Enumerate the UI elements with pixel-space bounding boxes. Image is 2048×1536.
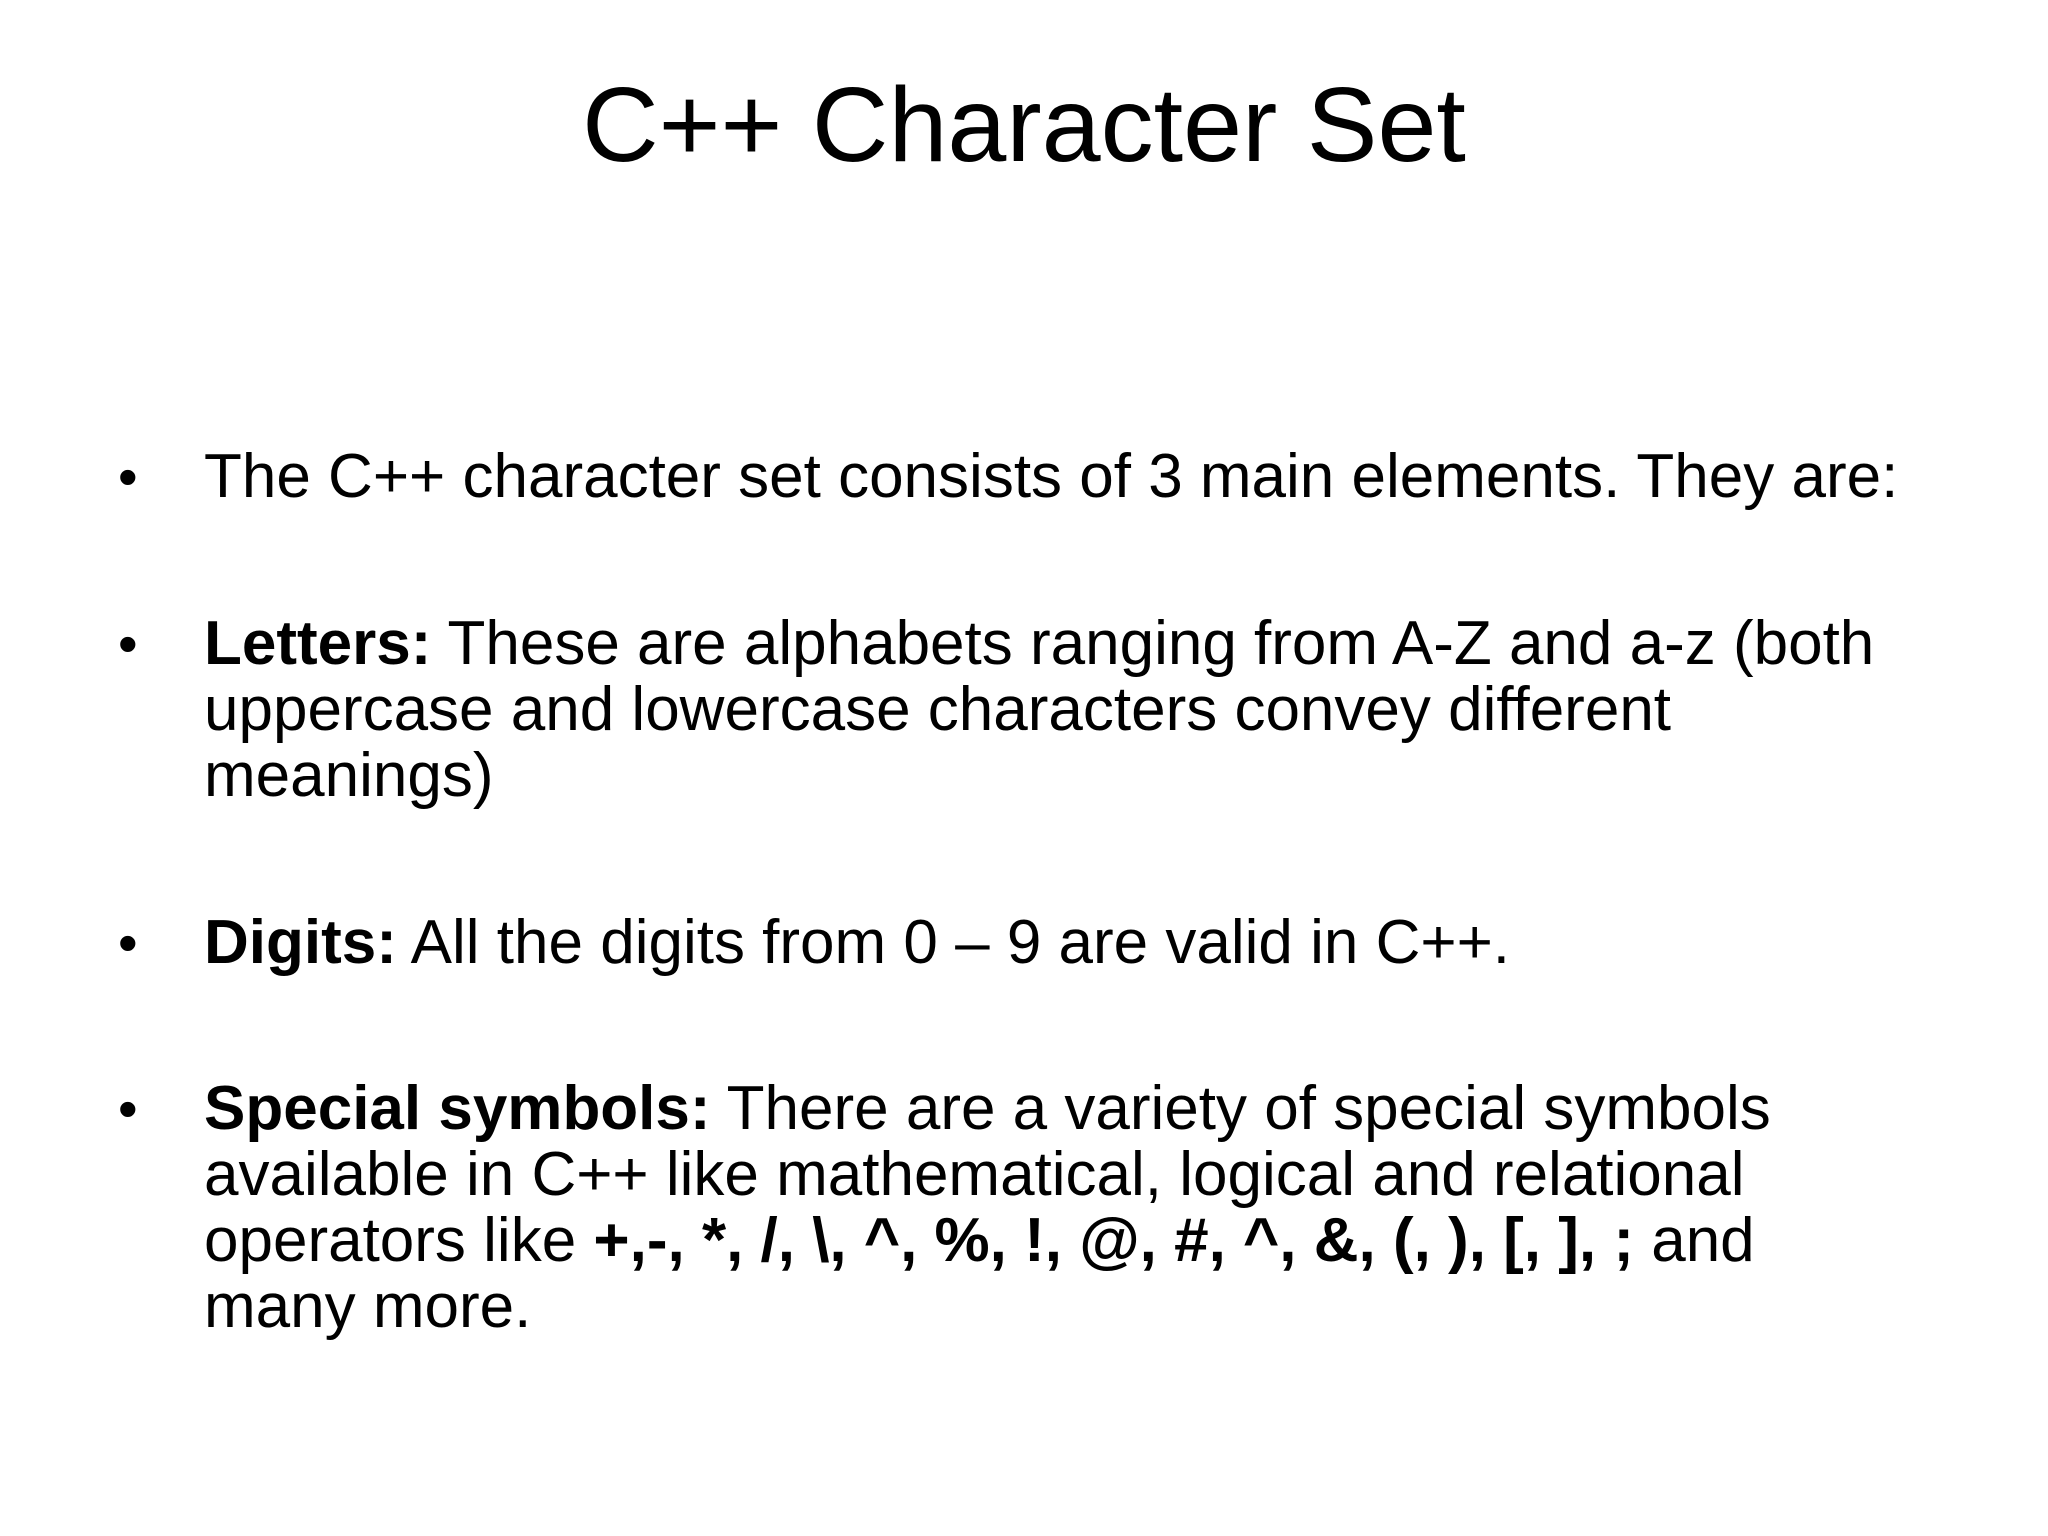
special-symbols-text: There are a variety of special symbols available in C++ like mathematical, logical and relational operators like [204,1074,1771,1275]
digits-text: All the digits from 0 – 9 are valid in C++. [396,908,1510,977]
special-symbols-label: Special symbols: [204,1074,711,1143]
slide-title: C++ Character Set [582,66,1466,184]
special-symbols-list: +,-, *, /, \, ^, %, !, @, #, ^, &, (, ), [, ], ; [593,1206,1634,1275]
letters-text: These are alphabets ranging from A-Z and a-z (both uppercase and lowercase characters convey different meanings) [204,609,1875,810]
bullet-icon: • [118,911,138,974]
bullet-text [204,910,1914,976]
letters-label: Letters: [204,609,432,678]
special-symbols-text-end: and many more. [204,1206,1755,1341]
bullet-text [204,444,1914,510]
bullet-text [204,611,1914,809]
bullet-icon: • [118,445,138,508]
digits-label: Digits: [204,908,397,977]
bullet-text [204,1076,1914,1340]
intro-text: The C++ character set consists of 3 main elements. They are: [204,442,1899,511]
bullet-icon: • [118,612,138,675]
bullet-icon: • [118,1077,138,1140]
